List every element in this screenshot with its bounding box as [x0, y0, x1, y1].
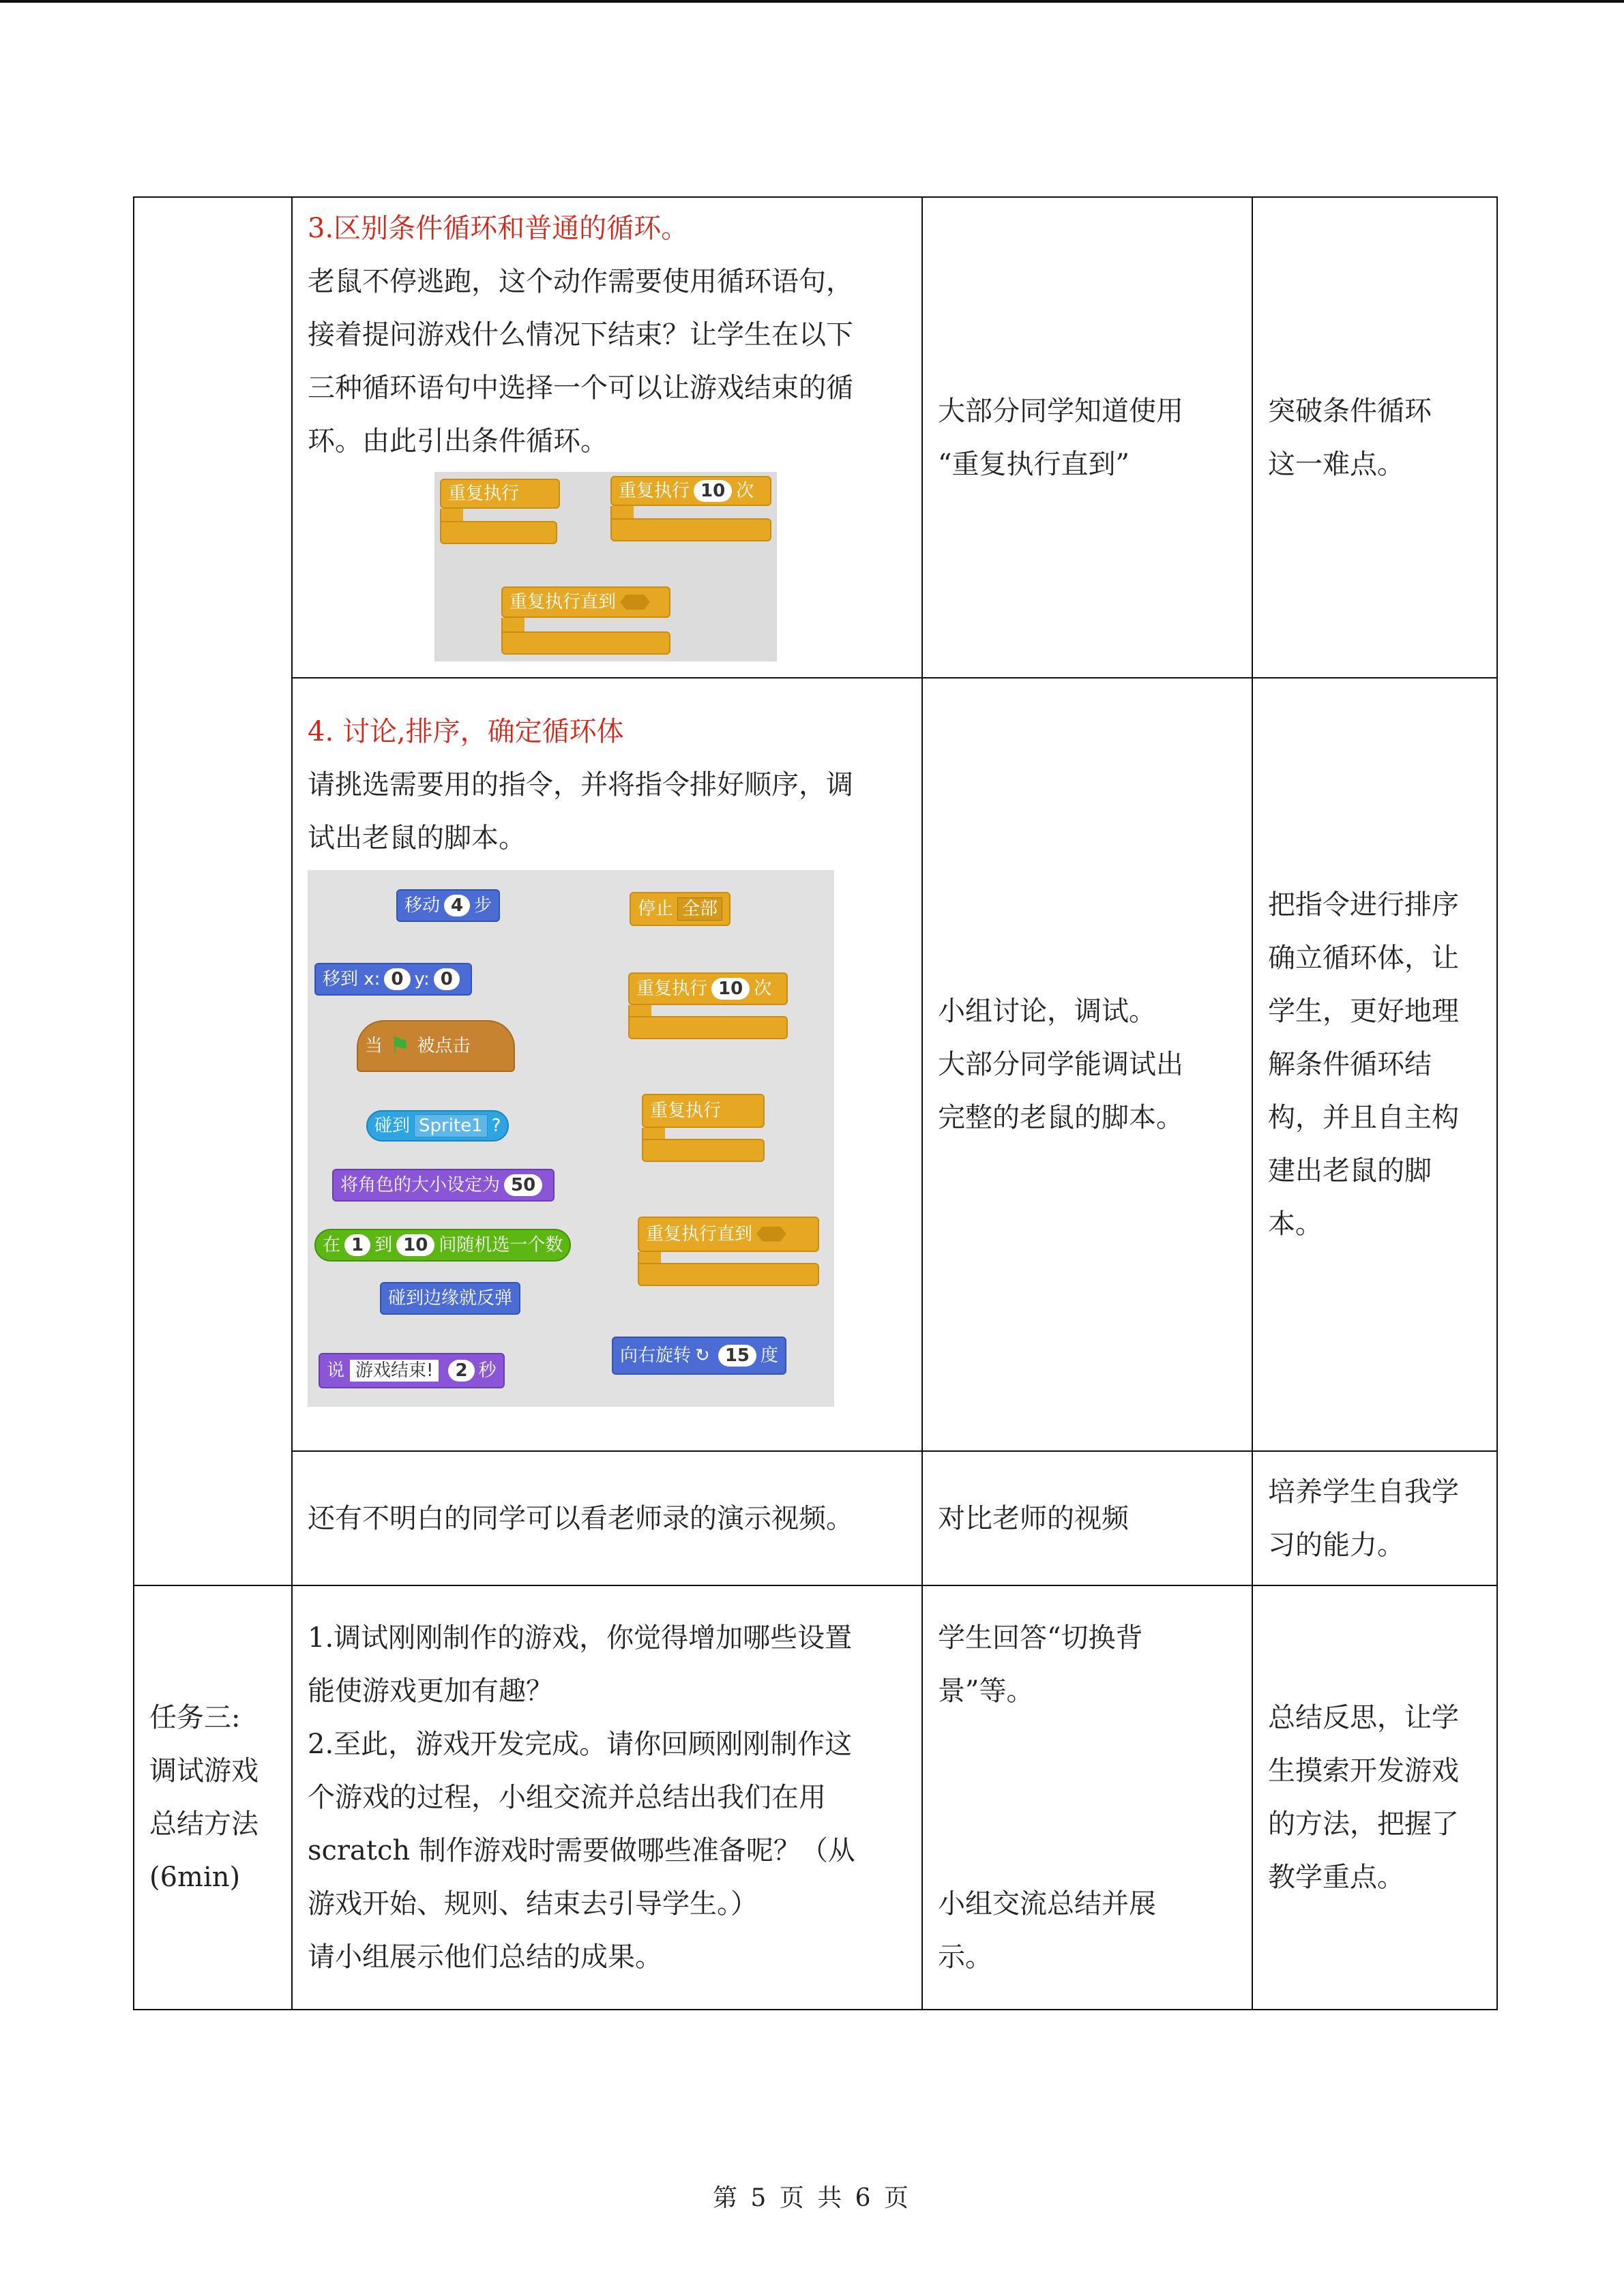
activity-cell: [292, 1451, 922, 1585]
set-size-block: 将角色的大小设定为 50: [332, 1169, 555, 1202]
text-line: 还有不明白的同学可以看老师录的演示视频。: [308, 1502, 853, 1534]
top-border-line: [0, 0, 1624, 3]
text-line: 1.调试刚刚制作的游戏，你觉得增加哪些设置: [308, 1622, 853, 1654]
text-line: 确立循环体，让: [1268, 942, 1459, 974]
text-line: 建出老鼠的脚: [1268, 1155, 1432, 1187]
bounce-block: 碰到边缘就反弹: [380, 1282, 520, 1315]
condition-slot: [756, 1227, 786, 1242]
touching-block: 碰到 Sprite1 ?: [366, 1110, 509, 1142]
say-block: 说 游戏结束! 2 秒: [319, 1353, 505, 1388]
move-block: 移动 4 步: [396, 889, 500, 922]
repeat-until-block: 重复执行直到: [638, 1217, 819, 1252]
page-footer: 第 5 页 共 6 页: [712, 2184, 912, 2212]
text-line: 景”等。: [938, 1675, 1034, 1707]
text-line: 解条件循环结: [1268, 1049, 1432, 1080]
text-line: 总结反思，让学: [1268, 1702, 1459, 1733]
text-line: 小组讨论，调试。: [938, 996, 1156, 1027]
text-line: 把指令进行排序: [1268, 889, 1459, 921]
pick-random-block: 在 1 到 10 间随机选一个数: [314, 1229, 571, 1262]
text-line: 教学重点。: [1268, 1862, 1404, 1893]
repeat-until-block-side: [638, 1252, 661, 1264]
text-line: 的方法，把握了: [1268, 1808, 1459, 1840]
text-line: 构，并且自主构: [1268, 1102, 1459, 1133]
forever-block-side: [440, 509, 463, 522]
text-line: 示。: [938, 1941, 992, 1973]
text-line: 大部分同学能调试出: [938, 1049, 1183, 1080]
table-row: [134, 1451, 1497, 1585]
student-cell: [922, 1585, 1252, 2010]
text-line: 习的能力。: [1268, 1529, 1404, 1561]
activity-cell: [292, 197, 922, 678]
task-label: (6min): [149, 1862, 241, 1893]
section-heading: 4. 讨论,排序，确定循环体: [308, 715, 624, 747]
task-label: 总结方法: [149, 1808, 259, 1840]
repeat-until-block-side: [501, 618, 525, 633]
student-cell: [922, 678, 1252, 1451]
turn-right-block: 向右旋转 ↻ 15 度: [612, 1337, 786, 1375]
text-line: 本。: [1268, 1208, 1323, 1240]
repeat-block-bottom: [628, 1016, 788, 1039]
text-line: 能使游戏更加有趣？: [308, 1675, 553, 1707]
text-line: 三种循环语句中选择一个可以让游戏结束的循: [308, 372, 853, 404]
repeat-block-bottom: [610, 518, 771, 541]
text-line: “重复执行直到”: [938, 448, 1130, 480]
repeat-block-side: [628, 1005, 651, 1017]
repeat-block: 重复执行 10 次: [610, 476, 771, 506]
repeat-until-block-bottom: [638, 1263, 819, 1286]
forever-block-bottom: [440, 521, 557, 544]
text-line: scratch 制作游戏时需要做哪些准备呢？（从: [308, 1835, 855, 1866]
repeat-block-side: [610, 506, 634, 520]
table-row: [134, 197, 1497, 678]
task-cell: [134, 1585, 292, 2010]
text-line: 请挑选需要用的指令，并将指令排好顺序，调: [308, 769, 853, 801]
activity-cell: [292, 1585, 922, 2010]
text-line: 老鼠不停逃跑，这个动作需要使用循环语句，: [308, 266, 853, 297]
text-line: 生摸索开发游戏: [1268, 1755, 1459, 1787]
goto-xy-block: 移到 x: 0 y: 0: [314, 963, 472, 996]
repeat-until-block: 重复执行直到: [501, 586, 670, 618]
forever-block: 重复执行: [642, 1094, 765, 1128]
text-line: 接着提问游戏什么情况下结束？让学生在以下: [308, 319, 853, 351]
forever-block: 重复执行: [440, 479, 560, 509]
loop-blocks-image: [434, 472, 777, 661]
intent-cell: [1252, 1585, 1497, 2010]
task-cell-empty: [134, 197, 292, 1585]
text-line: 游戏开始、规则、结束去引导学生。）: [308, 1888, 758, 1920]
student-cell: [922, 197, 1252, 678]
forever-block-side: [642, 1128, 665, 1140]
text-line: 环。由此引出条件循环。: [308, 426, 608, 457]
text-line: 学生回答“切换背: [938, 1622, 1143, 1654]
forever-block-bottom: [642, 1139, 765, 1162]
text-line: 突破条件循环: [1268, 395, 1432, 427]
table-row: [134, 678, 1497, 1451]
text-line: 对比老师的视频: [938, 1502, 1129, 1534]
text-line: 个游戏的过程，小组交流并总结出我们在用: [308, 1782, 826, 1813]
table-row: [134, 1585, 1497, 2010]
text-line: 2.至此，游戏开发完成。请你回顾刚刚制作这: [308, 1729, 853, 1760]
text-line: 小组交流总结并展: [938, 1888, 1156, 1920]
repeat-block: 重复执行 10 次: [628, 972, 788, 1005]
intent-cell: [1252, 1451, 1497, 1585]
intent-cell: [1252, 197, 1497, 678]
rotate-right-icon: ↻: [695, 1345, 710, 1366]
stop-block: 停止 全部: [630, 892, 730, 926]
text-line: 完整的老鼠的脚本。: [938, 1102, 1183, 1133]
script-blocks-image: [308, 870, 834, 1407]
green-flag-icon: ⚑: [389, 1032, 411, 1060]
condition-slot: [620, 595, 650, 610]
student-cell: [922, 1451, 1252, 1585]
section-heading: 3.区别条件循环和普通的循环。: [308, 213, 689, 244]
text-line: 这一难点。: [1268, 448, 1404, 480]
text-line: 大部分同学知道使用: [938, 395, 1183, 427]
task-label: 调试游戏: [149, 1755, 259, 1787]
activity-cell: [292, 678, 922, 1451]
task-label: 任务三:: [149, 1702, 241, 1733]
when-flag-clicked-block: 当 ⚑ 被点击: [357, 1020, 515, 1072]
text-line: 试出老鼠的脚本。: [308, 822, 526, 854]
lesson-plan-table: [133, 196, 1498, 2010]
intent-cell: [1252, 678, 1497, 1451]
repeat-until-block-bottom: [501, 631, 670, 655]
text-line: 请小组展示他们总结的成果。: [308, 1941, 662, 1973]
text-line: 学生，更好地理: [1268, 996, 1459, 1027]
text-line: 培养学生自我学: [1268, 1476, 1459, 1508]
